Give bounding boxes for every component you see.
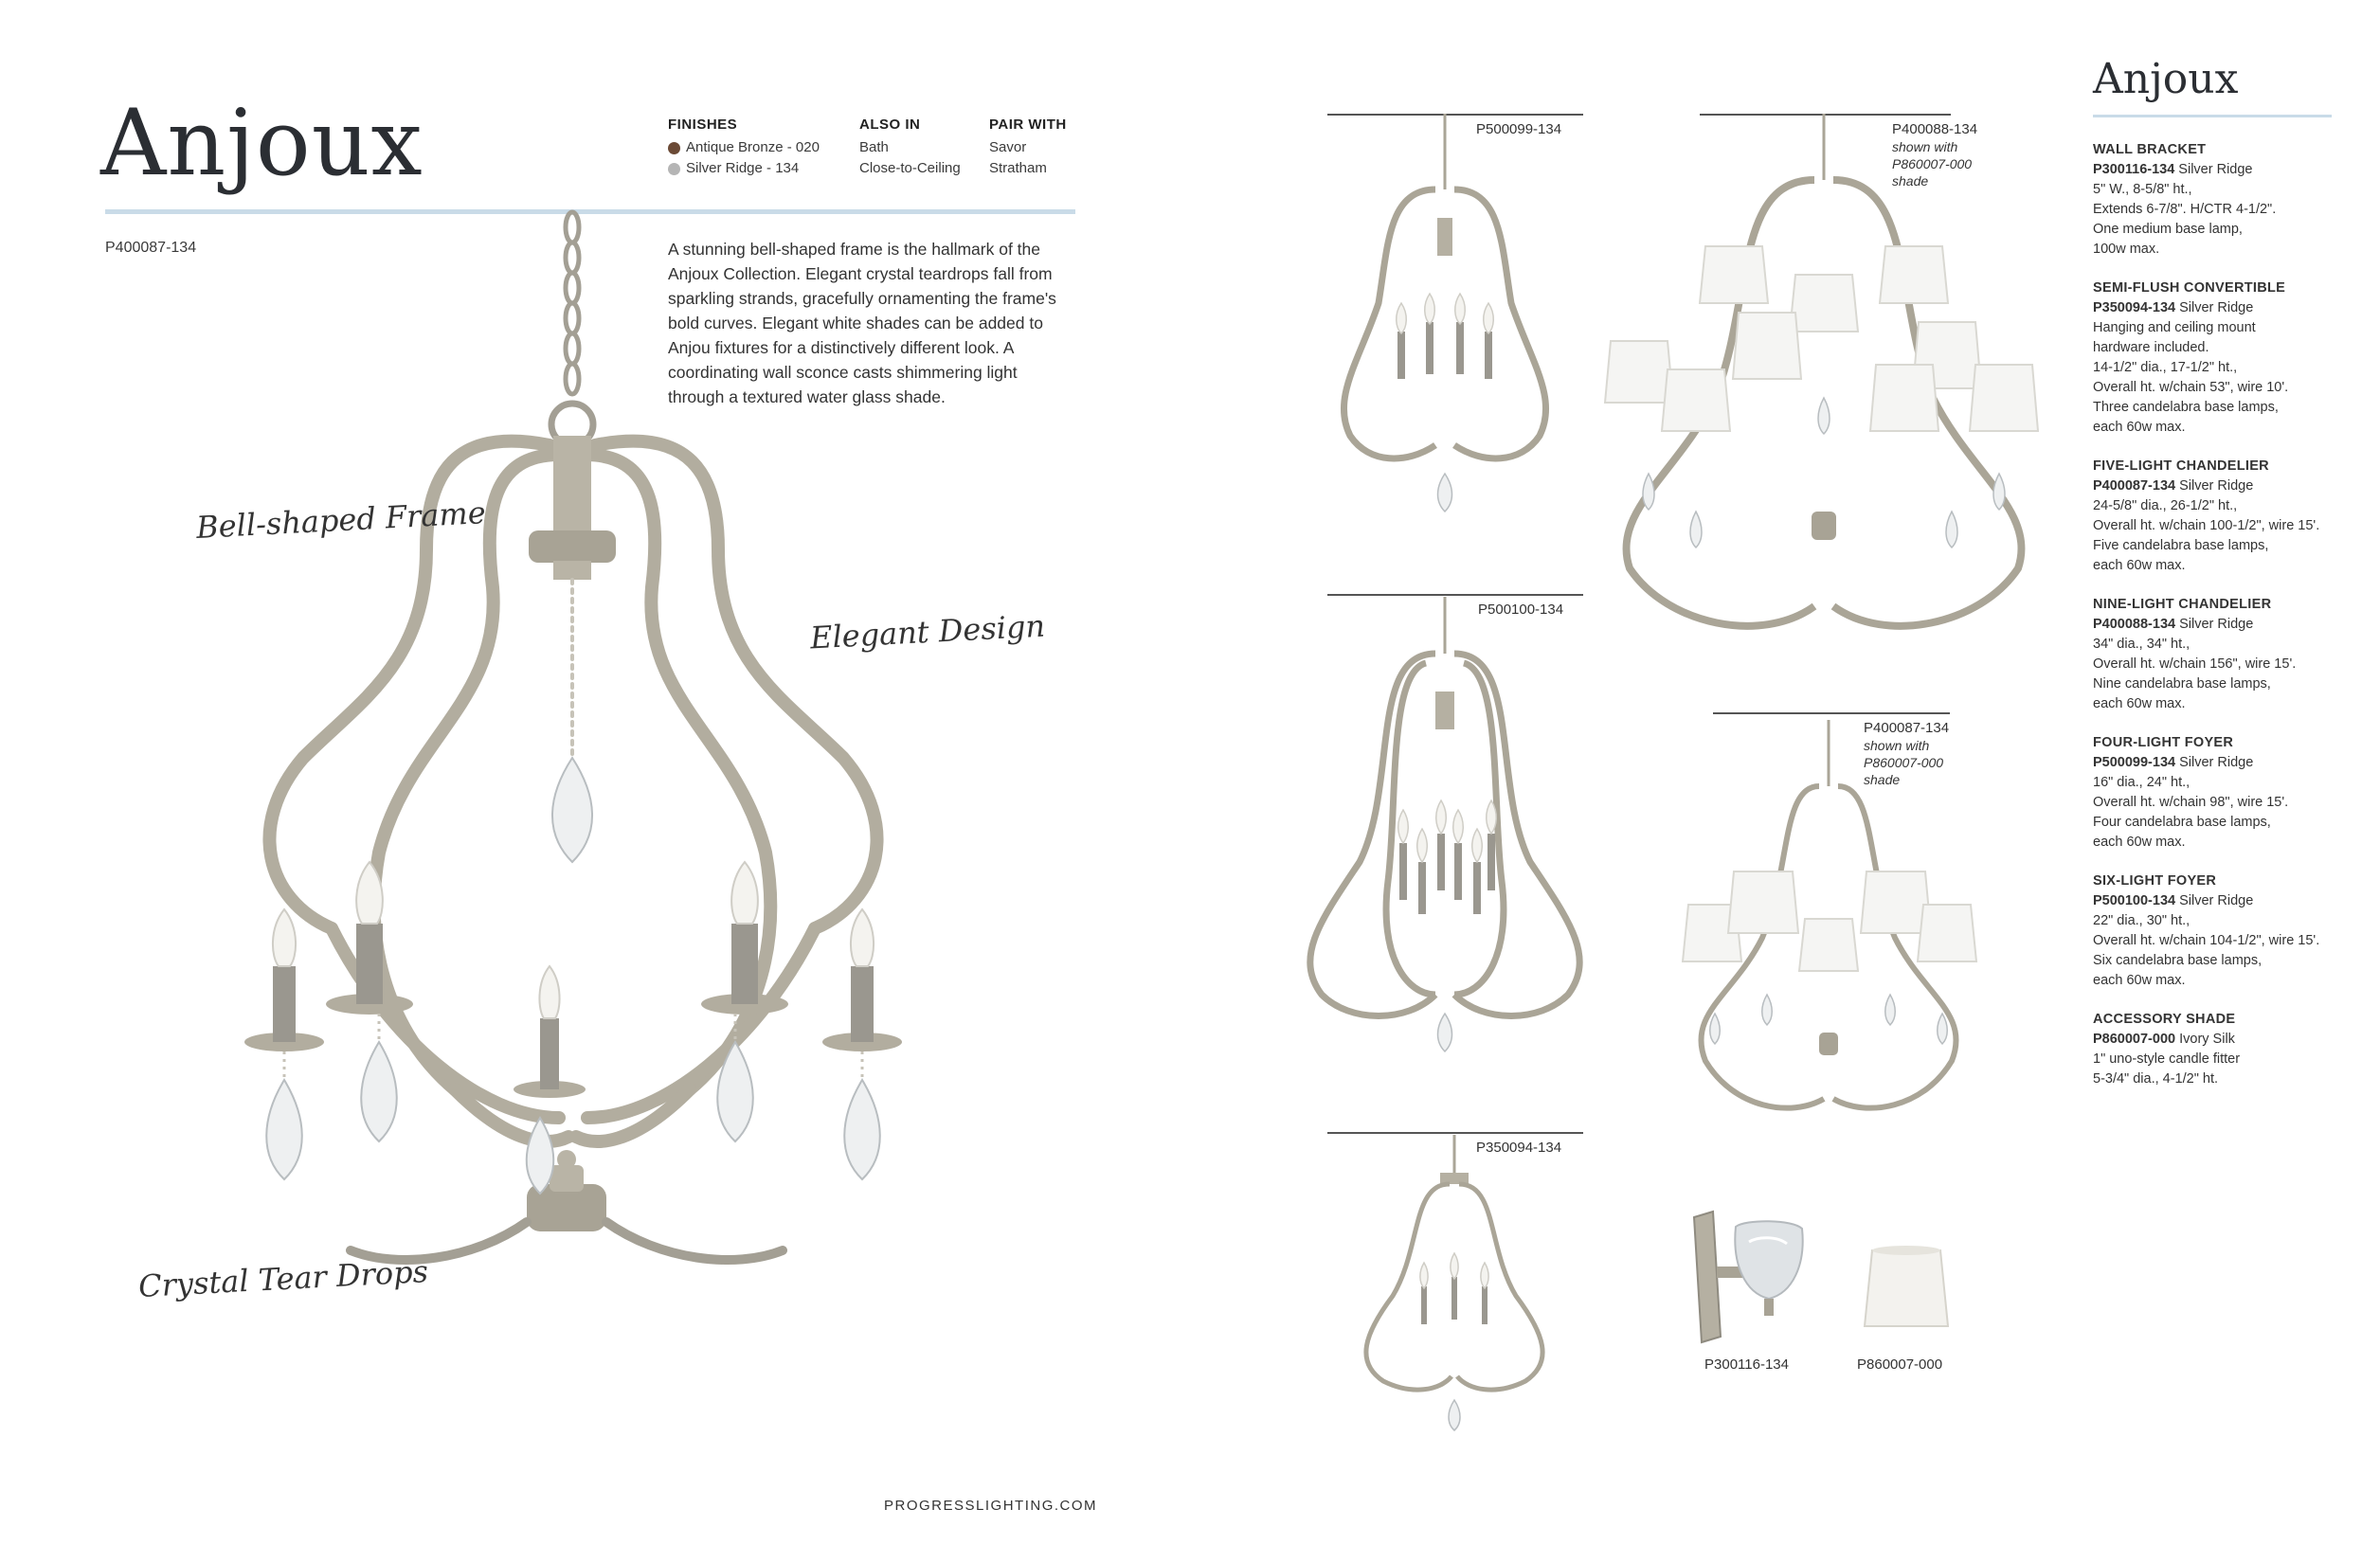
thumb-divider (1713, 712, 1950, 714)
finish-item (668, 137, 820, 158)
also-in-item: Bath (859, 139, 889, 155)
thumb-label-p300116: P300116-134 (1704, 1356, 1789, 1373)
thumb-label-p350094: P350094-134 (1476, 1140, 1562, 1156)
annotation-bell-shaped-frame: Bell-shaped Frame (195, 494, 487, 546)
finish-item (668, 158, 820, 179)
specifications-list (2093, 140, 2377, 1108)
also-in-column (859, 115, 961, 179)
pair-with-column (989, 115, 1067, 179)
also-in-item: Close-to-Ceiling (859, 160, 961, 176)
spec-four-light-foyer: FOUR-LIGHT FOYER P500099-134 Silver Ridge 16" dia., 24" ht., Overall ht. w/chain 98", wire 15'. Four candelabra base lamps, each 60w max. (2093, 735, 2289, 850)
semi-flush-convertible-image (1345, 1135, 1563, 1438)
finishes-heading: FINISHES (668, 117, 738, 133)
spec-collection-title: Anjoux (2093, 55, 2239, 103)
pair-with-item: Stratham (989, 160, 1047, 176)
nine-light-chandelier-image (1592, 114, 2056, 644)
spec-semi-flush-convertible: SEMI-FLUSH CONVERTIBLE P350094-134 Silver Ridge Hanging and ceiling mount hardware included. 14-1/2" dia., 17-1/2" ht., Overall ht. w/chain 53", wire 10'. Three candelabra base lamps, each 60w max. (2093, 280, 2289, 435)
five-light-chandelier-shaded-image (1677, 720, 1999, 1137)
thumb-label-p500099: P500099-134 (1476, 121, 1562, 137)
thumb-divider (1327, 594, 1583, 596)
annotation-elegant-design: Elegant Design (809, 607, 1046, 656)
thumb-label-p400087: P400087-134 shown with P860007-000 shade (1864, 720, 1950, 787)
silver-ridge-swatch (668, 163, 680, 175)
spec-accessory-shade: ACCESSORY SHADE P860007-000 Ivory Silk 1" uno-style candle fitter 5-3/4" dia., 4-1/2" ht. (2093, 1012, 2241, 1087)
six-light-foyer-image (1293, 597, 1596, 1070)
also-in-heading: ALSO IN (859, 117, 921, 133)
thumb-divider (1327, 1132, 1583, 1134)
annotation-crystal-tear-drops: Crystal Tear Drops (137, 1253, 429, 1304)
collection-description: A stunning bell-shaped frame is the hallmark of the Anjoux Collection. Elegant crystal teardrops fall from sparkling strands, gracefully ornamenting the frame's bold curves. Elegant white shades can be added to Anjou fixtures for a distinctively different look. A coordinating wall sconce casts shimmering light through a textured water glass shade. (668, 240, 1056, 406)
five-light-chandelier-image (171, 208, 1023, 1298)
main-product-sku: P400087-134 (105, 240, 197, 256)
finish-label: Antique Bronze - 020 (686, 139, 820, 155)
thumb-label-p860007: P860007-000 (1857, 1356, 1943, 1373)
candle-arm-5 (822, 909, 902, 1051)
spec-title-divider (2093, 115, 2332, 117)
page-title: Anjoux (100, 90, 424, 196)
thumb-label-p500100: P500100-134 (1478, 602, 1564, 618)
wall-bracket-image (1688, 1208, 1812, 1350)
spec-nine-light-chandelier: NINE-LIGHT CHANDELIER P400088-134 Silver Ridge 34" dia., 34" ht., Overall ht. w/chain 156", wire 15'. Nine candelabra base lamps, each 60w max. (2093, 597, 2297, 711)
spec-six-light-foyer: SIX-LIGHT FOYER P500100-134 Silver Ridge 22" dia., 30" ht., Overall ht. w/chain 104-1/2", wire 15'. Six candelabra base lamps, each 60w max. (2093, 873, 2320, 988)
candle-arm-3 (514, 966, 586, 1098)
spec-wall-bracket: WALL BRACKET P300116-134 Silver Ridge 5" W., 8-5/8" ht., Extends 6-7/8". H/CTR 4-1/2". One medium base lamp, 100w max. (2093, 142, 2277, 257)
antique-bronze-swatch (668, 142, 680, 154)
footer-website: PROGRESSLIGHTING.COM (884, 1498, 1098, 1514)
four-light-foyer-image (1331, 114, 1578, 530)
finish-label: Silver Ridge - 134 (686, 160, 800, 176)
thumb-label-p400088: P400088-134 shown with P860007-000 shade (1892, 121, 1978, 189)
pair-with-heading: PAIR WITH (989, 117, 1067, 133)
candle-arm-1 (244, 909, 324, 1051)
accessory-shade-image (1859, 1243, 1954, 1338)
finishes-column (668, 115, 820, 179)
spec-five-light-chandelier: FIVE-LIGHT CHANDELIER P400087-134 Silver Ridge 24-5/8" dia., 26-1/2" ht., Overall ht. w/chain 100-1/2", wire 15'. Five candelabra base lamps, each 60w max. (2093, 458, 2320, 573)
pair-with-item: Savor (989, 139, 1027, 155)
